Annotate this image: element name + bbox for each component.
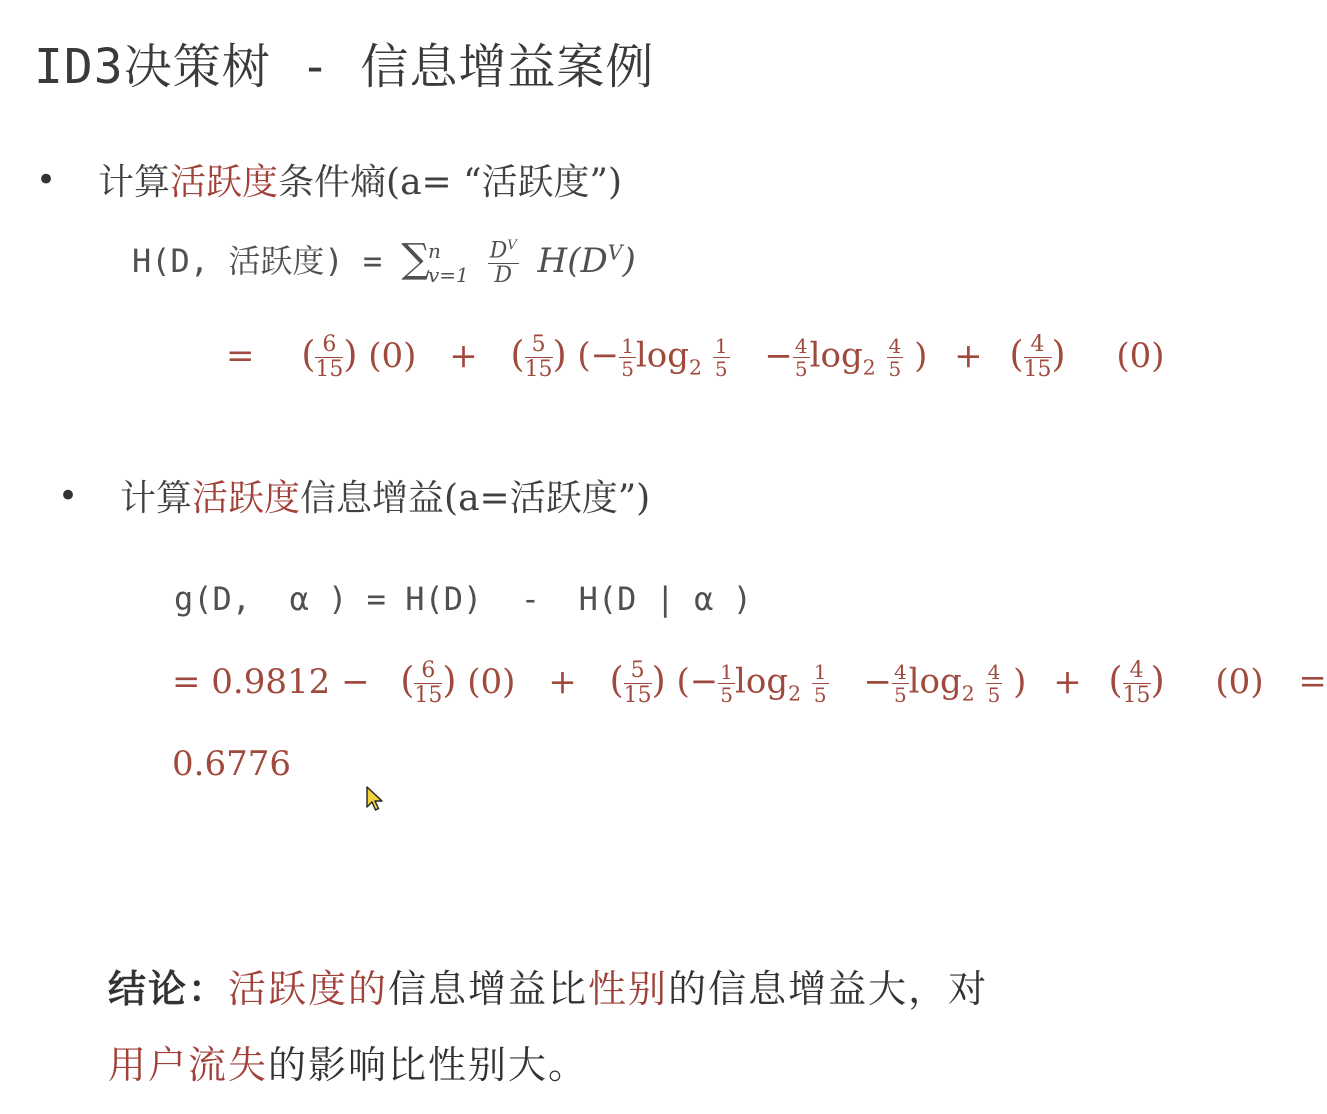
- den: 15: [315, 357, 344, 382]
- fraction-4-5: [892, 662, 909, 705]
- eq-entropy: = 0.9812 −: [172, 661, 370, 702]
- section1-prefix: 计算: [98, 162, 171, 203]
- den: 5: [987, 683, 1001, 707]
- eq-sign-final: =: [1298, 661, 1327, 702]
- conclusion-churn: 用户流失: [108, 1043, 269, 1087]
- den: 15: [623, 683, 652, 708]
- section2-highlight: 活跃度: [192, 478, 301, 519]
- section1-rest: 条件熵(a= “活跃度”): [278, 162, 623, 203]
- den: 5: [893, 683, 907, 707]
- den: 5: [888, 357, 902, 381]
- log-text: log: [809, 335, 863, 376]
- bullet-marker: •: [36, 160, 57, 200]
- num: 6: [315, 334, 343, 358]
- den: 5: [621, 357, 634, 381]
- frac-num: D: [489, 238, 508, 264]
- fraction-1-5b: [713, 336, 730, 379]
- conclusion-text-b: 的信息增益大，对: [668, 967, 989, 1011]
- conclusion-active: 活跃度的: [228, 967, 389, 1011]
- section2-heading: [120, 470, 650, 521]
- mouse-pointer-icon: [366, 786, 384, 812]
- close-paren: ): [914, 335, 928, 376]
- conditional-entropy-formula: [132, 236, 636, 287]
- plus-sign: +: [954, 335, 983, 376]
- value-0: (0): [467, 661, 516, 702]
- frac-num-sup: V: [507, 237, 517, 253]
- open-paren: (−: [676, 661, 719, 702]
- plus-sign: +: [1053, 661, 1082, 702]
- rhs-sup: V: [607, 240, 623, 265]
- fraction-4-5: [793, 336, 810, 379]
- num: 4: [987, 660, 1001, 684]
- den: 15: [524, 357, 553, 382]
- formula-lhs: H(D, 活跃度) =: [132, 242, 402, 280]
- num: 4: [1024, 334, 1052, 358]
- fraction-1-5: [619, 336, 636, 379]
- num: 4: [888, 334, 902, 358]
- value-0: (0): [368, 335, 417, 376]
- fraction-5-15: [624, 660, 652, 707]
- close-paren: ): [1013, 661, 1027, 702]
- plus-sign: +: [449, 335, 478, 376]
- fraction-5-15: [525, 334, 553, 381]
- information-gain-formula: g(D, α ) = H(D) - H(D | α ): [174, 580, 752, 618]
- log-text: log: [635, 335, 690, 376]
- gain-result: 0.6776: [172, 744, 291, 784]
- sum-symbol: ∑: [401, 236, 430, 282]
- plus-sign: +: [548, 661, 577, 702]
- page-title: ID3决策树 - 信息增益案例: [34, 39, 655, 95]
- num: 4: [893, 660, 907, 684]
- conclusion-gender: 性别: [588, 967, 669, 1011]
- fraction-4-5b: [887, 336, 904, 379]
- den: 5: [714, 357, 728, 381]
- num: 5: [525, 334, 553, 358]
- section1-heading: [98, 154, 622, 205]
- den: 5: [794, 357, 808, 381]
- minus-sign: −: [764, 335, 793, 376]
- num: 5: [624, 660, 652, 684]
- log-base: 2: [862, 355, 876, 380]
- fraction-1-5: [718, 662, 735, 705]
- gain-expansion: = 0.9812 − ( $\frac{6}{15}$ ) (0) + ( $\frac{5}{15}$ ) (− $\frac{1}{5}$ $\log_2$ $\frac{1}{5}$ − $\frac{4}{5}$ $\log_2$ $\frac{4}{5}$ ) + ( $\frac{4}{15}$ ) (0) =: [172, 658, 1327, 708]
- conclusion-line-1: [108, 958, 988, 1013]
- den: 15: [1122, 683, 1151, 708]
- log-text: log: [908, 661, 962, 702]
- fraction-4-15: [1024, 334, 1052, 381]
- conclusion-line-2: [108, 1034, 588, 1089]
- weight-fraction: [488, 239, 519, 287]
- section2-rest: 信息增益(a=活跃度”): [300, 478, 651, 519]
- log-base: 2: [961, 681, 975, 706]
- fraction-6-15: [315, 334, 343, 381]
- num: 6: [414, 660, 442, 684]
- fraction-4-15: [1123, 660, 1151, 707]
- num: 4: [794, 334, 808, 358]
- sum-lower: v=1: [427, 263, 469, 287]
- log-text: log: [734, 661, 789, 702]
- rhs-main: H(D: [537, 241, 608, 281]
- den: 15: [1023, 357, 1052, 382]
- value-0b: (0): [1116, 335, 1165, 376]
- eq-sign: =: [226, 335, 255, 376]
- den: 15: [414, 683, 443, 708]
- formula-rhs: [538, 241, 636, 281]
- fraction-4-5b: [986, 662, 1003, 705]
- log-base: 2: [788, 681, 802, 706]
- conclusion-text-c: 的影响比性别大。: [268, 1043, 589, 1087]
- num: 1: [714, 334, 728, 358]
- rhs-end: ): [622, 241, 636, 281]
- section2-prefix: 计算: [120, 478, 193, 519]
- den: 5: [813, 683, 827, 707]
- fraction-6-15: [414, 660, 442, 707]
- conclusion-label: 结论：: [108, 966, 229, 1011]
- num: 4: [1123, 660, 1151, 684]
- open-paren: (−: [577, 335, 620, 376]
- num: 1: [720, 660, 733, 684]
- num: 1: [621, 334, 634, 358]
- frac-den: D: [494, 263, 512, 289]
- num: 1: [813, 660, 827, 684]
- den: 5: [720, 683, 733, 707]
- entropy-expansion: = ( $\frac{6}{15}$ ) (0) + ( $\frac{5}{15}$ ) (− $\frac{1}{5}$ $\log_2$ $\frac{1}{5}$ − $\frac{4}{5}$ $\log_2$ $\frac{4}{5}$ ) + ( $\frac{4}{15}$ ) (0): [226, 332, 1165, 382]
- log-base: 2: [689, 355, 703, 380]
- value-0b: (0): [1215, 661, 1264, 702]
- minus-sign: −: [863, 661, 892, 702]
- sum-upper: n: [427, 239, 441, 263]
- bullet-marker-2: •: [58, 476, 79, 516]
- fraction-1-5b: [812, 662, 829, 705]
- section1-highlight: 活跃度: [170, 162, 279, 203]
- conclusion-text-a: 信息增益比: [388, 967, 589, 1011]
